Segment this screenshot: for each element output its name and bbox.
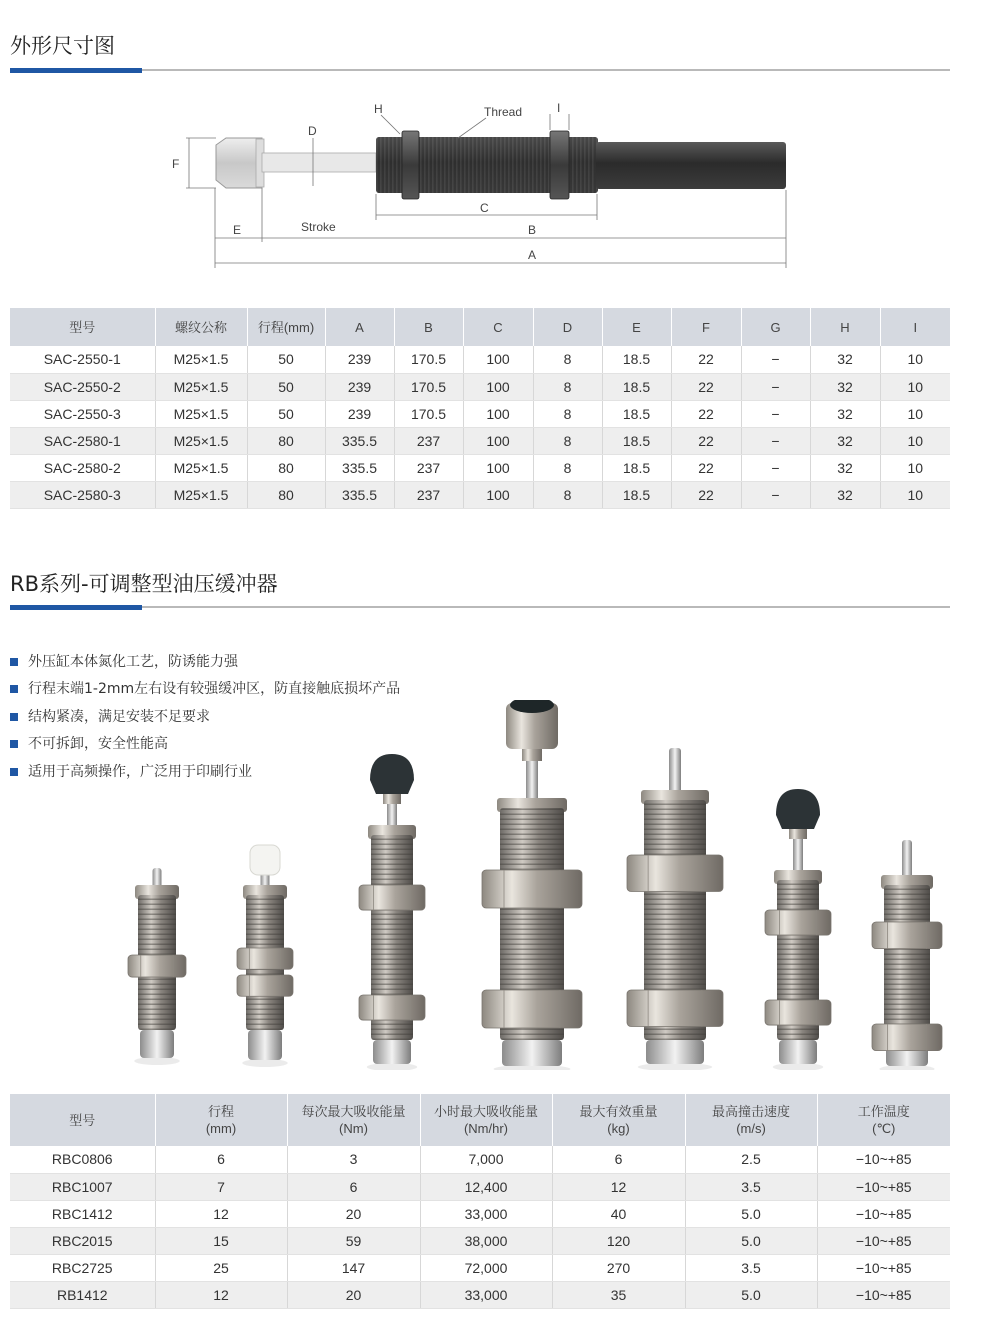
table-cell: 5.0 bbox=[685, 1227, 817, 1254]
title-rule bbox=[10, 69, 950, 71]
table-cell: 32 bbox=[810, 454, 880, 481]
feature-item: 外压缸本体氮化工艺，防诱能力强 bbox=[10, 648, 400, 676]
table-cell: 50 bbox=[247, 400, 325, 427]
table-cell: 12,400 bbox=[420, 1173, 552, 1200]
square-bullet-icon bbox=[10, 713, 18, 721]
cap-shape bbox=[216, 138, 262, 188]
table-row bbox=[10, 1281, 950, 1308]
table-cell: 239 bbox=[325, 400, 394, 427]
header-cell: 最大有效重量 (kg) bbox=[552, 1094, 685, 1146]
label-thread: Thread bbox=[484, 105, 523, 119]
table-cell: 270 bbox=[552, 1254, 685, 1281]
table-cell: 18.5 bbox=[602, 373, 671, 400]
header-cell: A bbox=[325, 308, 394, 346]
product-photo bbox=[100, 700, 960, 1070]
table-cell: 15 bbox=[155, 1227, 287, 1254]
table-cell: 80 bbox=[247, 481, 325, 508]
header-cell: 螺纹公称 bbox=[155, 308, 247, 346]
table-cell: M25×1.5 bbox=[155, 454, 247, 481]
table-cell: 335.5 bbox=[325, 454, 394, 481]
label-E: E bbox=[233, 223, 242, 237]
table-cell: 170.5 bbox=[394, 373, 463, 400]
label-H: H bbox=[374, 102, 383, 116]
table-cell: −10~+85 bbox=[817, 1146, 950, 1173]
header-cell: C bbox=[463, 308, 533, 346]
piston-rod bbox=[262, 153, 376, 172]
table-cell: 18.5 bbox=[602, 454, 671, 481]
table-cell: SAC-2550-1 bbox=[10, 346, 155, 373]
table-cell: 2.5 bbox=[685, 1146, 817, 1173]
table-cell: 50 bbox=[247, 346, 325, 373]
square-bullet-icon bbox=[10, 658, 18, 666]
header-cell: 每次最大吸收能量 (Nm) bbox=[287, 1094, 420, 1146]
table-cell: 335.5 bbox=[325, 481, 394, 508]
feature-item: 结构紧凑，满足安装不足要求 bbox=[10, 703, 400, 731]
header-cell: G bbox=[741, 308, 810, 346]
table-cell: 10 bbox=[880, 373, 950, 400]
header-cell: 最高撞击速度 (m/s) bbox=[685, 1094, 817, 1146]
table-cell: 239 bbox=[325, 373, 394, 400]
table-cell: 120 bbox=[552, 1227, 685, 1254]
table-cell: 8 bbox=[533, 373, 602, 400]
table-cell: 10 bbox=[880, 454, 950, 481]
table-cell: SAC-2580-1 bbox=[10, 427, 155, 454]
table-cell: 237 bbox=[394, 427, 463, 454]
table-cell: RBC1412 bbox=[10, 1200, 155, 1227]
table-cell: 32 bbox=[810, 481, 880, 508]
body-tube bbox=[596, 142, 786, 189]
table-cell: − bbox=[741, 373, 810, 400]
table-cell: 20 bbox=[287, 1200, 420, 1227]
table-cell: 22 bbox=[671, 454, 741, 481]
table-cell: 35 bbox=[552, 1281, 685, 1308]
title-accent bbox=[10, 605, 142, 610]
table-cell: M25×1.5 bbox=[155, 373, 247, 400]
table-cell: 6 bbox=[287, 1173, 420, 1200]
header-cell: 工作温度 (℃) bbox=[817, 1094, 950, 1146]
table-cell: −10~+85 bbox=[817, 1254, 950, 1281]
header-cell: H bbox=[810, 308, 880, 346]
label-A: A bbox=[528, 248, 537, 262]
table-cell: 20 bbox=[287, 1281, 420, 1308]
nut-left bbox=[402, 131, 419, 199]
table-cell: 18.5 bbox=[602, 400, 671, 427]
table-cell: 32 bbox=[810, 427, 880, 454]
table-row bbox=[10, 373, 950, 400]
table-cell: 100 bbox=[463, 427, 533, 454]
table-cell: 18.5 bbox=[602, 346, 671, 373]
table-cell: M25×1.5 bbox=[155, 346, 247, 373]
table-row bbox=[10, 400, 950, 427]
table-cell: −10~+85 bbox=[817, 1173, 950, 1200]
table-cell: 5.0 bbox=[685, 1200, 817, 1227]
table-cell: 8 bbox=[533, 400, 602, 427]
table-cell: 10 bbox=[880, 481, 950, 508]
table-cell: 237 bbox=[394, 481, 463, 508]
table-cell: 12 bbox=[552, 1173, 685, 1200]
table-row bbox=[10, 481, 950, 508]
square-bullet-icon bbox=[10, 768, 18, 776]
table-cell: 22 bbox=[671, 400, 741, 427]
table-cell: 12 bbox=[155, 1200, 287, 1227]
header-cell: E bbox=[602, 308, 671, 346]
table-cell: − bbox=[741, 481, 810, 508]
table-row bbox=[10, 454, 950, 481]
label-I: I bbox=[557, 101, 561, 115]
table-cell: 32 bbox=[810, 373, 880, 400]
table-cell: 72,000 bbox=[420, 1254, 552, 1281]
table-cell: SAC-2550-3 bbox=[10, 400, 155, 427]
table-cell: RB1412 bbox=[10, 1281, 155, 1308]
table-cell: 38,000 bbox=[420, 1227, 552, 1254]
header-cell: 行程(mm) bbox=[247, 308, 325, 346]
table-row bbox=[10, 346, 950, 373]
table-cell: 33,000 bbox=[420, 1200, 552, 1227]
table-cell: 7,000 bbox=[420, 1146, 552, 1173]
table-cell: −10~+85 bbox=[817, 1281, 950, 1308]
table-cell: 18.5 bbox=[602, 427, 671, 454]
label-D: D bbox=[308, 124, 317, 138]
table-cell: 32 bbox=[810, 400, 880, 427]
table-cell: 25 bbox=[155, 1254, 287, 1281]
feature-item: 适用于高频操作，广泛用于印刷行业 bbox=[10, 758, 400, 786]
table-cell: 22 bbox=[671, 481, 741, 508]
section-title-rb-series: RB系列-可调整型油压缓冲器 bbox=[10, 572, 278, 596]
table-row bbox=[10, 1227, 950, 1254]
table-cell: 170.5 bbox=[394, 400, 463, 427]
header-cell: F bbox=[671, 308, 741, 346]
table-cell: − bbox=[741, 427, 810, 454]
table-cell: 5.0 bbox=[685, 1281, 817, 1308]
header-cell: 型号 bbox=[10, 308, 155, 346]
table-cell: 40 bbox=[552, 1200, 685, 1227]
table-cell: 100 bbox=[463, 373, 533, 400]
table-cell: 59 bbox=[287, 1227, 420, 1254]
table-cell: RBC1007 bbox=[10, 1173, 155, 1200]
table-cell: 147 bbox=[287, 1254, 420, 1281]
table-cell: 100 bbox=[463, 454, 533, 481]
table-cell: 33,000 bbox=[420, 1281, 552, 1308]
table-cell: 10 bbox=[880, 400, 950, 427]
table-cell: 80 bbox=[247, 454, 325, 481]
table-cell: 22 bbox=[671, 346, 741, 373]
table-cell: 80 bbox=[247, 427, 325, 454]
label-C: C bbox=[480, 201, 489, 215]
table-cell: 6 bbox=[155, 1146, 287, 1173]
header-cell: D bbox=[533, 308, 602, 346]
nut-right bbox=[550, 131, 569, 199]
section-title-dimensions: 外形尺寸图 bbox=[10, 34, 115, 58]
header-cell: 型号 bbox=[10, 1094, 155, 1146]
table-cell: 6 bbox=[552, 1146, 685, 1173]
dimension-drawing bbox=[0, 90, 1000, 280]
table-cell: 18.5 bbox=[602, 481, 671, 508]
table-cell: − bbox=[741, 454, 810, 481]
table-cell: RBC2725 bbox=[10, 1254, 155, 1281]
table-cell: 22 bbox=[671, 427, 741, 454]
label-B: B bbox=[528, 223, 537, 237]
table-row bbox=[10, 1173, 950, 1200]
table-cell: −10~+85 bbox=[817, 1227, 950, 1254]
table-cell: 3 bbox=[287, 1146, 420, 1173]
table-cell: 7 bbox=[155, 1173, 287, 1200]
table-cell: 8 bbox=[533, 454, 602, 481]
table-cell: − bbox=[741, 346, 810, 373]
table-cell: 50 bbox=[247, 373, 325, 400]
table-cell: 8 bbox=[533, 481, 602, 508]
table-cell: 22 bbox=[671, 373, 741, 400]
table-row bbox=[10, 1254, 950, 1281]
table-cell: RBC0806 bbox=[10, 1146, 155, 1173]
table-cell: 10 bbox=[880, 346, 950, 373]
square-bullet-icon bbox=[10, 685, 18, 693]
square-bullet-icon bbox=[10, 740, 18, 748]
table-cell: 237 bbox=[394, 454, 463, 481]
table-cell: SAC-2550-2 bbox=[10, 373, 155, 400]
feature-item: 不可拆卸，安全性能高 bbox=[10, 731, 400, 759]
table-cell: SAC-2580-2 bbox=[10, 454, 155, 481]
table-row bbox=[10, 427, 950, 454]
table-cell: M25×1.5 bbox=[155, 400, 247, 427]
table-cell: 8 bbox=[533, 427, 602, 454]
table-cell: 100 bbox=[463, 400, 533, 427]
table-cell: 100 bbox=[463, 346, 533, 373]
table-cell: 10 bbox=[880, 427, 950, 454]
header-cell: 行程 (mm) bbox=[155, 1094, 287, 1146]
header-cell: B bbox=[394, 308, 463, 346]
table-cell: SAC-2580-3 bbox=[10, 481, 155, 508]
table-row bbox=[10, 1200, 950, 1227]
table-cell: − bbox=[741, 400, 810, 427]
table-cell: 170.5 bbox=[394, 346, 463, 373]
header-cell: I bbox=[880, 308, 950, 346]
table-cell: −10~+85 bbox=[817, 1200, 950, 1227]
table-cell: 12 bbox=[155, 1281, 287, 1308]
table-cell: 3.5 bbox=[685, 1173, 817, 1200]
title-accent bbox=[10, 68, 142, 73]
table-cell: 8 bbox=[533, 346, 602, 373]
title-rule bbox=[10, 606, 950, 608]
label-F: F bbox=[172, 157, 180, 171]
table-row bbox=[10, 1146, 950, 1173]
table-cell: 239 bbox=[325, 346, 394, 373]
table-cell: 100 bbox=[463, 481, 533, 508]
spec-table-sac bbox=[10, 308, 950, 509]
feature-item: 行程末端1-2mm左右设有较强缓冲区，防直接触底损坏产品 bbox=[10, 676, 400, 704]
spec-table-rb bbox=[10, 1094, 950, 1309]
table-cell: M25×1.5 bbox=[155, 427, 247, 454]
table-cell: 32 bbox=[810, 346, 880, 373]
label-stroke: Stroke bbox=[301, 220, 336, 234]
table-cell: 3.5 bbox=[685, 1254, 817, 1281]
table-cell: 335.5 bbox=[325, 427, 394, 454]
table-cell: M25×1.5 bbox=[155, 481, 247, 508]
table-cell: RBC2015 bbox=[10, 1227, 155, 1254]
header-cell: 小时最大吸收能量 (Nm/hr) bbox=[420, 1094, 552, 1146]
